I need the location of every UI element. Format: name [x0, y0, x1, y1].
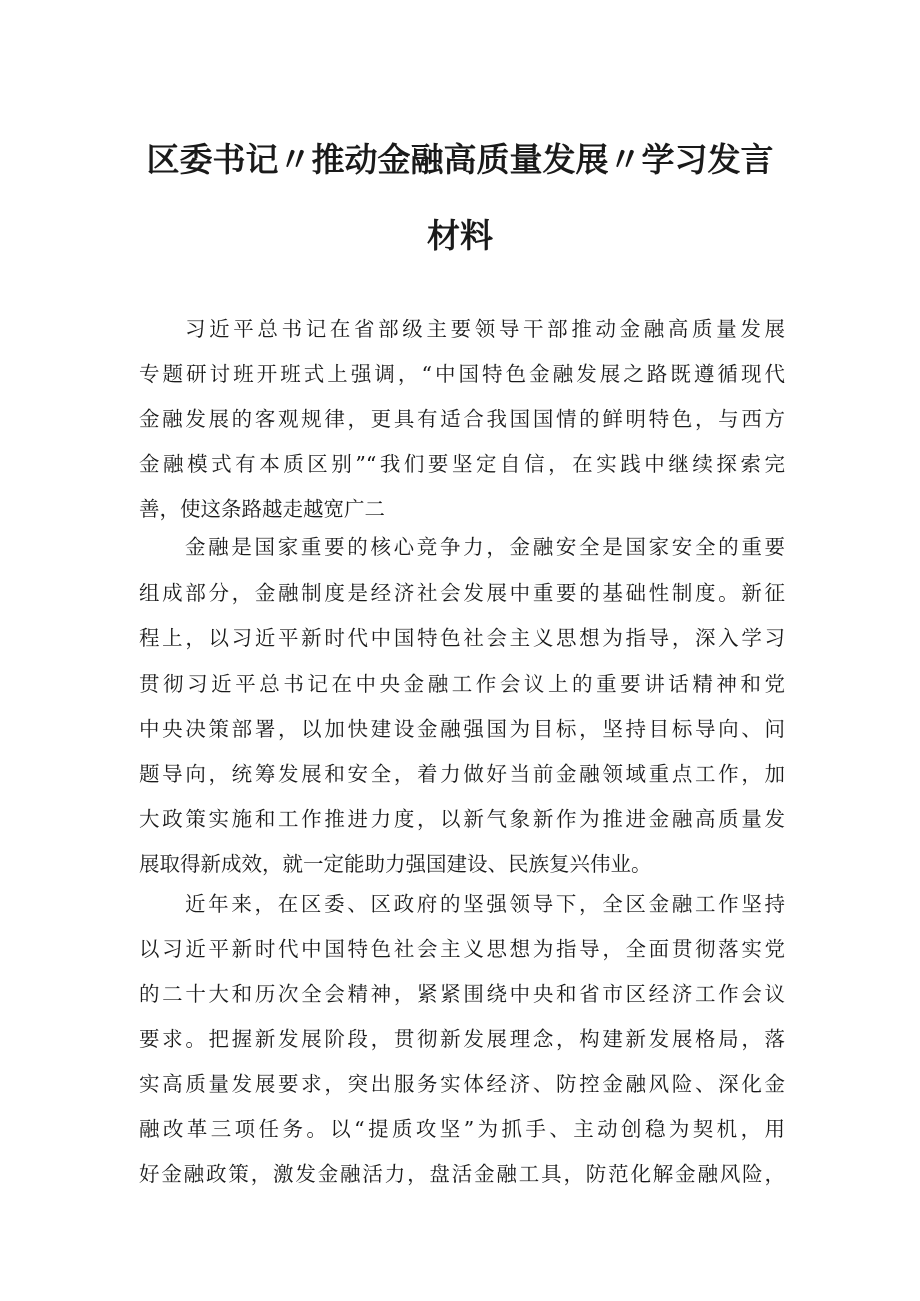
paragraph-2-line-8: 展取得新成效，就一定能助力强国建设、民族复兴伟业。 [139, 852, 652, 876]
paragraph-2-line-4: 贯彻习近平总书记在中央金融工作会议上的重要讲话精神和党 [139, 672, 785, 696]
paragraph-1-line-2: 专题研讨班开班式上强调，“中国特色金融发展之路既遵循现代 [139, 362, 785, 386]
paragraph-1-line-3: 金融发展的客观规律，更具有适合我国国情的鲜明特色，与西方 [139, 407, 785, 431]
paragraph-3-line-2: 以习近平新时代中国特色社会主义思想为指导，全面贯彻落实党 [139, 937, 785, 961]
paragraph-3-line-5: 实高质量发展要求，突出服务实体经济、防控金融风险、深化金 [139, 1072, 785, 1096]
paragraph-2-line-3: 程上，以习近平新时代中国特色社会主义思想为指导，深入学习 [139, 626, 785, 650]
paragraph-2-line-1: 金融是国家重要的核心竞争力，金融安全是国家安全的重要 [185, 535, 785, 559]
paragraph-1-line-1: 习近平总书记在省部级主要领导干部推动金融高质量发展 [185, 317, 785, 341]
paragraph-3-line-7: 好金融政策，激发金融活力，盘活金融工具，防范化解金融风险， [139, 1162, 785, 1186]
paragraph-2-line-5: 中央决策部署，以加快建设金融强国为目标，坚持目标导向、问 [139, 717, 785, 741]
paragraph-3-line-1: 近年来，在区委、区政府的坚强领导下，全区金融工作坚持 [185, 892, 785, 916]
paragraph-2-line-2: 组成部分，金融制度是经济社会发展中重要的基础性制度。新征 [139, 581, 785, 605]
paragraph-3-line-4: 要求。把握新发展阶段，贯彻新发展理念，构建新发展格局，落 [139, 1027, 785, 1051]
paragraph-1-line-4: 金融模式有本质区别”“我们要坚定自信，在实践中继续探索完 [139, 452, 785, 476]
document-title-line-1: 区委书记〃推动金融高质量发展〃学习发言 [146, 140, 774, 179]
paragraph-3-line-3: 的二十大和历次全会精神，紧紧围绕中央和省市区经济工作会议 [139, 982, 785, 1006]
paragraph-1-line-5: 善，使这条路越走越宽广二 [139, 497, 385, 521]
document-title-line-2: 材料 [427, 216, 493, 255]
paragraph-3-line-6: 融改革三项任务。以“提质攻坚”为抓手、主动创稳为契机，用 [139, 1117, 785, 1141]
paragraph-2-line-6: 题导向，统筹发展和安全，着力做好当前金融领域重点工作，加 [139, 762, 785, 786]
paragraph-2-line-7: 大政策实施和工作推进力度，以新气象新作为推进金融高质量发 [139, 807, 785, 831]
